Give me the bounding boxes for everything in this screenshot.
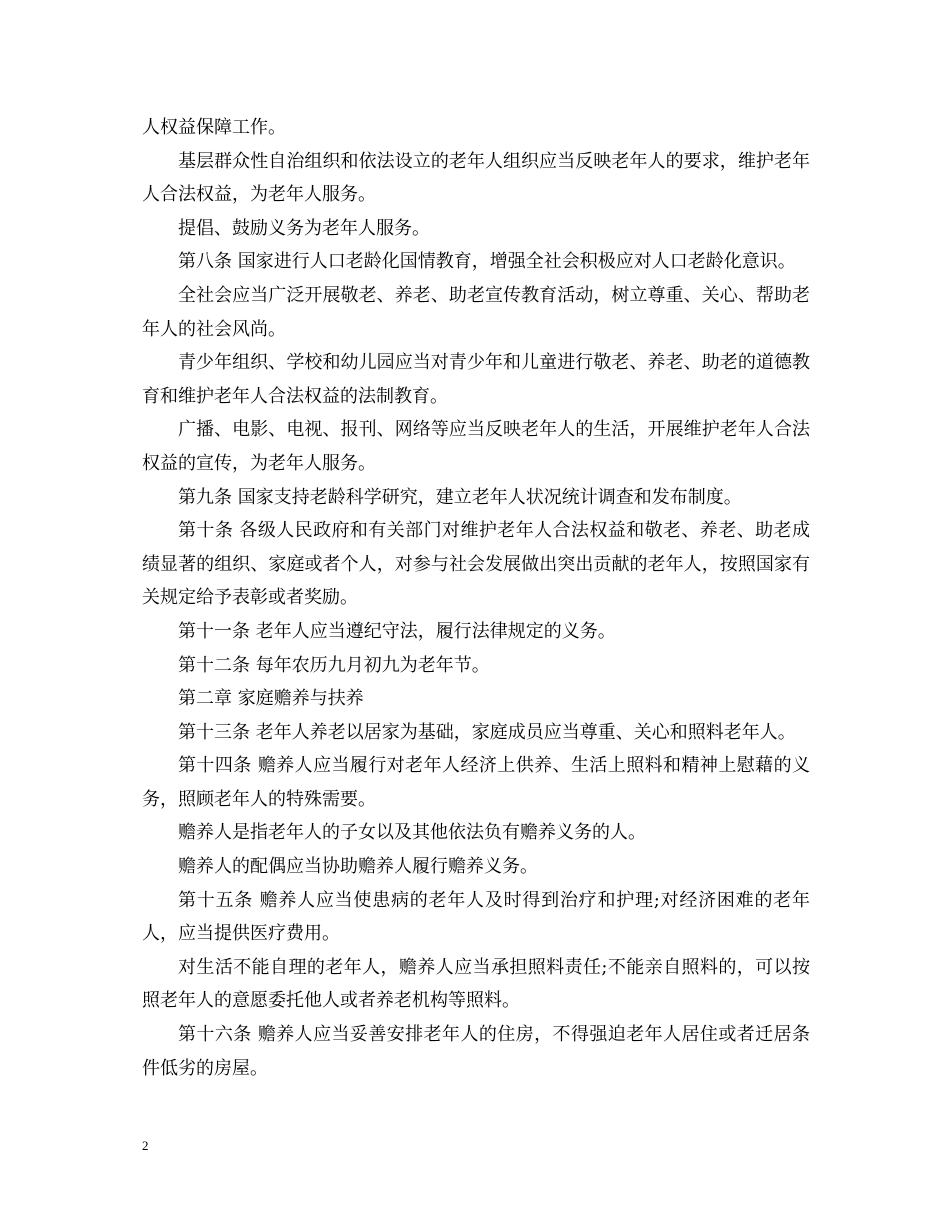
paragraph: 全社会应当广泛开展敬老、养老、助老宣传教育活动，树立尊重、关心、帮助老年人的社会风尚。 (142, 284, 810, 340)
paragraph: 赡养人是指老年人的子女以及其他依法负有赡养义务的人。 (178, 822, 646, 844)
paragraph: 青少年组织、学校和幼儿园应当对青少年和儿童进行敬老、养老、助老的道德教育和维护老年人合法权益的法制教育。 (142, 352, 810, 407)
paragraph: 广播、电影、电视、报刊、网络等应当反映老年人的生活，开展维护老年人合法权益的宣传，为老年人服务。 (142, 419, 810, 474)
paragraph: 对生活不能自理的老年人，赡养人应当承担照料责任;不能亲自照料的，可以按照老年人的意愿委托他人或者养老机构等照料。 (142, 956, 810, 1012)
chapter-2-heading: 第二章 家庭赡养与扶养 (178, 688, 364, 710)
article-11-paragraph: 第十一条 老年人应当遵纪守法，履行法律规定的义务。 (178, 620, 616, 642)
page-number: 2 (142, 1138, 149, 1153)
article-9-paragraph: 第九条 国家支持老龄科学研究，建立老年人状况统计调查和发布制度。 (178, 486, 742, 508)
paragraph: 人权益保障工作。 (142, 117, 286, 138)
article-16-paragraph: 第十六条 赡养人应当妥善安排老年人的住房，不得强迫老年人居住或者迁居条件低劣的房屋。 (142, 1024, 810, 1079)
document-body (142, 111, 810, 1085)
article-10-paragraph: 第十条 各级人民政府和有关部门对维护老年人合法权益和敬老、养老、助老成绩显著的组织、家庭或者个人，对参与社会发展做出突出贡献的老年人，按照国家有关规定给予表彰或者奖励。 (142, 520, 810, 609)
article-14-paragraph: 第十四条 赡养人应当履行对老年人经济上供养、生活上照料和精神上慰藉的义务，照顾老年人的特殊需要。 (142, 755, 810, 810)
article-12-paragraph: 第十二条 每年农历九月初九为老年节。 (178, 654, 490, 676)
paragraph: 赡养人的配偶应当协助赡养人履行赡养义务。 (178, 856, 538, 878)
article-15-paragraph: 第十五条 赡养人应当使患病的老年人及时得到治疗和护理;对经济困难的老年人，应当提供医疗费用。 (142, 889, 810, 945)
article-8-paragraph: 第八条 国家进行人口老龄化国情教育，增强全社会积极应对人口老龄化意识。 (178, 251, 796, 273)
paragraph: 提倡、鼓励义务为老年人服务。 (178, 217, 430, 239)
paragraph: 基层群众性自治组织和依法设立的老年人组织应当反映老年人的要求，维护老年人合法权益，为老年人服务。 (142, 150, 810, 206)
article-13-paragraph: 第十三条 老年人养老以居家为基础，家庭成员应当尊重、关心和照料老年人。 (178, 721, 796, 743)
